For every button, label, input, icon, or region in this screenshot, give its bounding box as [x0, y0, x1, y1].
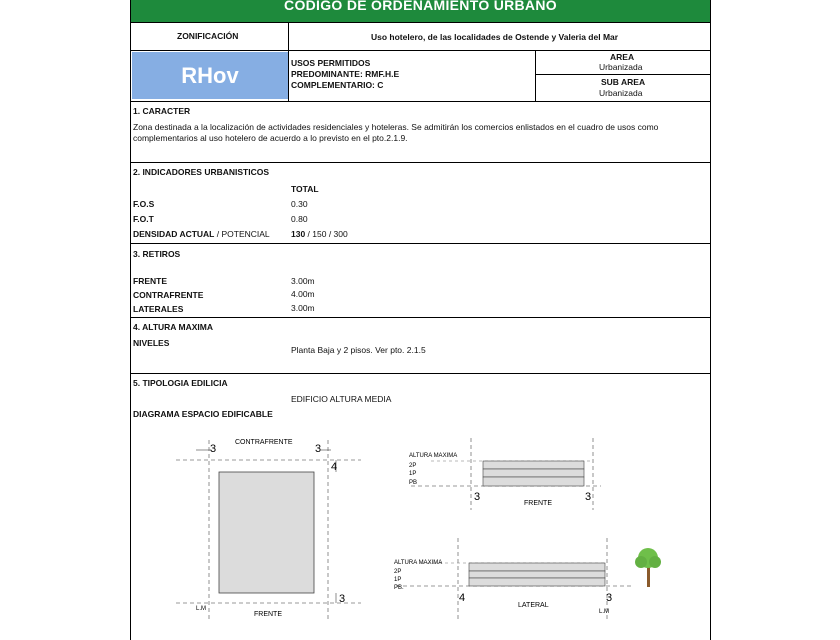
laterales-value: 3.00m	[291, 303, 315, 313]
subarea-value: Urbanizada	[599, 88, 643, 98]
plan-dim-top-left: 3	[210, 443, 217, 455]
section-tipologia-title: 5. TIPOLOGIA EDILICIA	[133, 378, 228, 388]
divider	[535, 50, 536, 101]
lateral-1p-label: 1P	[394, 577, 402, 583]
front-1p-label: 1P	[409, 471, 417, 477]
front-dim-right: 3	[585, 491, 592, 503]
lateral-label: LATERAL	[518, 602, 549, 609]
densidad-label-row	[133, 229, 270, 239]
front-section-view	[409, 438, 601, 510]
fos-label: F.O.S	[133, 199, 155, 209]
divider	[131, 50, 710, 51]
plan-contrafrente-label: CONTRAFRENTE	[235, 439, 293, 446]
densidad-actual: 130	[291, 229, 306, 239]
front-floor-1p	[483, 469, 584, 477]
tree-icon-trunk	[647, 565, 650, 587]
divider	[131, 101, 710, 102]
front-pb-label: PB	[409, 480, 418, 486]
section-caracter-title: 1. CARACTER	[133, 106, 191, 116]
densidad-label-potencial: / POTENCIAL	[214, 229, 270, 239]
front-altura-label: ALTURA MAXIMA	[409, 453, 458, 459]
lateral-dim-right: 3	[606, 592, 613, 604]
fos-value: 0.30	[291, 199, 308, 209]
fot-label: F.O.T	[133, 214, 154, 224]
lateral-lm-label: L.M	[599, 609, 610, 615]
densidad-potencial: / 150 / 300	[305, 229, 348, 239]
contrafrente-value: 4.00m	[291, 289, 315, 299]
contrafrente-label: CONTRAFRENTE	[133, 290, 204, 300]
plan-frente-label: FRENTE	[254, 611, 282, 618]
section-altura-title: 4. ALTURA MAXIMA	[133, 322, 213, 332]
zonificacion-label: ZONIFICACIÓN	[177, 31, 239, 41]
area-value: Urbanizada	[599, 62, 643, 72]
subarea-label: SUB AREA	[601, 77, 646, 87]
divider	[131, 162, 710, 163]
zone-code-badge: RHov	[132, 52, 288, 99]
front-floor-2p	[483, 461, 584, 469]
niveles-label: NIVELES	[133, 338, 170, 348]
plan-dim-bottom: 3	[339, 593, 346, 605]
section-retiros-title: 3. RETIROS	[133, 249, 181, 259]
laterales-label: LATERALES	[133, 304, 184, 314]
plan-view	[176, 439, 361, 620]
lateral-pb-label: PB.	[394, 585, 404, 591]
tree-icon-leaf	[635, 556, 647, 568]
lateral-floor-2p	[469, 563, 605, 571]
lateral-floor-1p	[469, 571, 605, 578]
zonificacion-description: Uso hotelero, de las localidades de Ostende y Valeria del Mar	[371, 32, 619, 42]
divider	[288, 22, 289, 50]
caracter-text-line1: Zona destinada a la localización de actividades residenciales y hoteleras. Se admitirán los comercios enlistados en el cuadro de usos como	[133, 122, 659, 132]
front-2p-label: 2P	[409, 463, 417, 469]
divider	[535, 74, 710, 75]
lateral-floor-pb	[469, 578, 605, 586]
tree-icon-leaf	[649, 556, 661, 568]
lateral-2p-label: 2P	[394, 569, 402, 575]
divider	[131, 317, 710, 318]
frente-value: 3.00m	[291, 276, 315, 286]
section-indicadores-title: 2. INDICADORES URBANISTICOS	[133, 167, 270, 177]
plan-building-footprint	[219, 472, 314, 593]
fot-value: 0.80	[291, 214, 308, 224]
divider	[131, 373, 710, 374]
uso-complementario: COMPLEMENTARIO: C	[291, 80, 384, 90]
divider	[288, 50, 289, 101]
zoning-sheet	[130, 0, 711, 640]
plan-dim-top: 4	[331, 461, 338, 473]
diagram-title: DIAGRAMA ESPACIO EDIFICABLE	[133, 409, 273, 419]
lateral-section-view	[394, 538, 661, 620]
area-label: AREA	[610, 52, 635, 62]
front-dim-left: 3	[474, 491, 481, 503]
caracter-text-line2: complementarios al uso hotelero de acuerdo a lo previsto en el pto.2.1.9.	[133, 133, 408, 143]
densidad-value-row	[291, 229, 348, 239]
plan-lm-label: L.M	[196, 606, 207, 612]
niveles-value: Planta Baja y 2 pisos. Ver pto. 2.1.5	[291, 345, 426, 355]
lateral-dim-left: 4	[459, 592, 466, 604]
tipologia-value: EDIFICIO ALTURA MEDIA	[291, 394, 392, 404]
plan-dim-top-right: 3	[315, 443, 322, 455]
sheet-title: CODIGO DE ORDENAMIENTO URBANO	[131, 0, 710, 22]
usos-permitidos-title: USOS PERMITIDOS	[291, 58, 371, 68]
front-floor-pb	[483, 477, 584, 486]
front-frente-label: FRENTE	[524, 500, 552, 507]
lateral-altura-label: ALTURA MAXIMA	[394, 560, 443, 566]
densidad-label: DENSIDAD ACTUAL	[133, 229, 215, 239]
buildable-space-diagram	[131, 420, 710, 640]
divider	[131, 22, 710, 23]
total-header: TOTAL	[291, 184, 319, 194]
divider	[131, 243, 710, 244]
frente-label: FRENTE	[133, 276, 167, 286]
uso-predominante: PREDOMINANTE: RMF.H.E	[291, 69, 400, 79]
